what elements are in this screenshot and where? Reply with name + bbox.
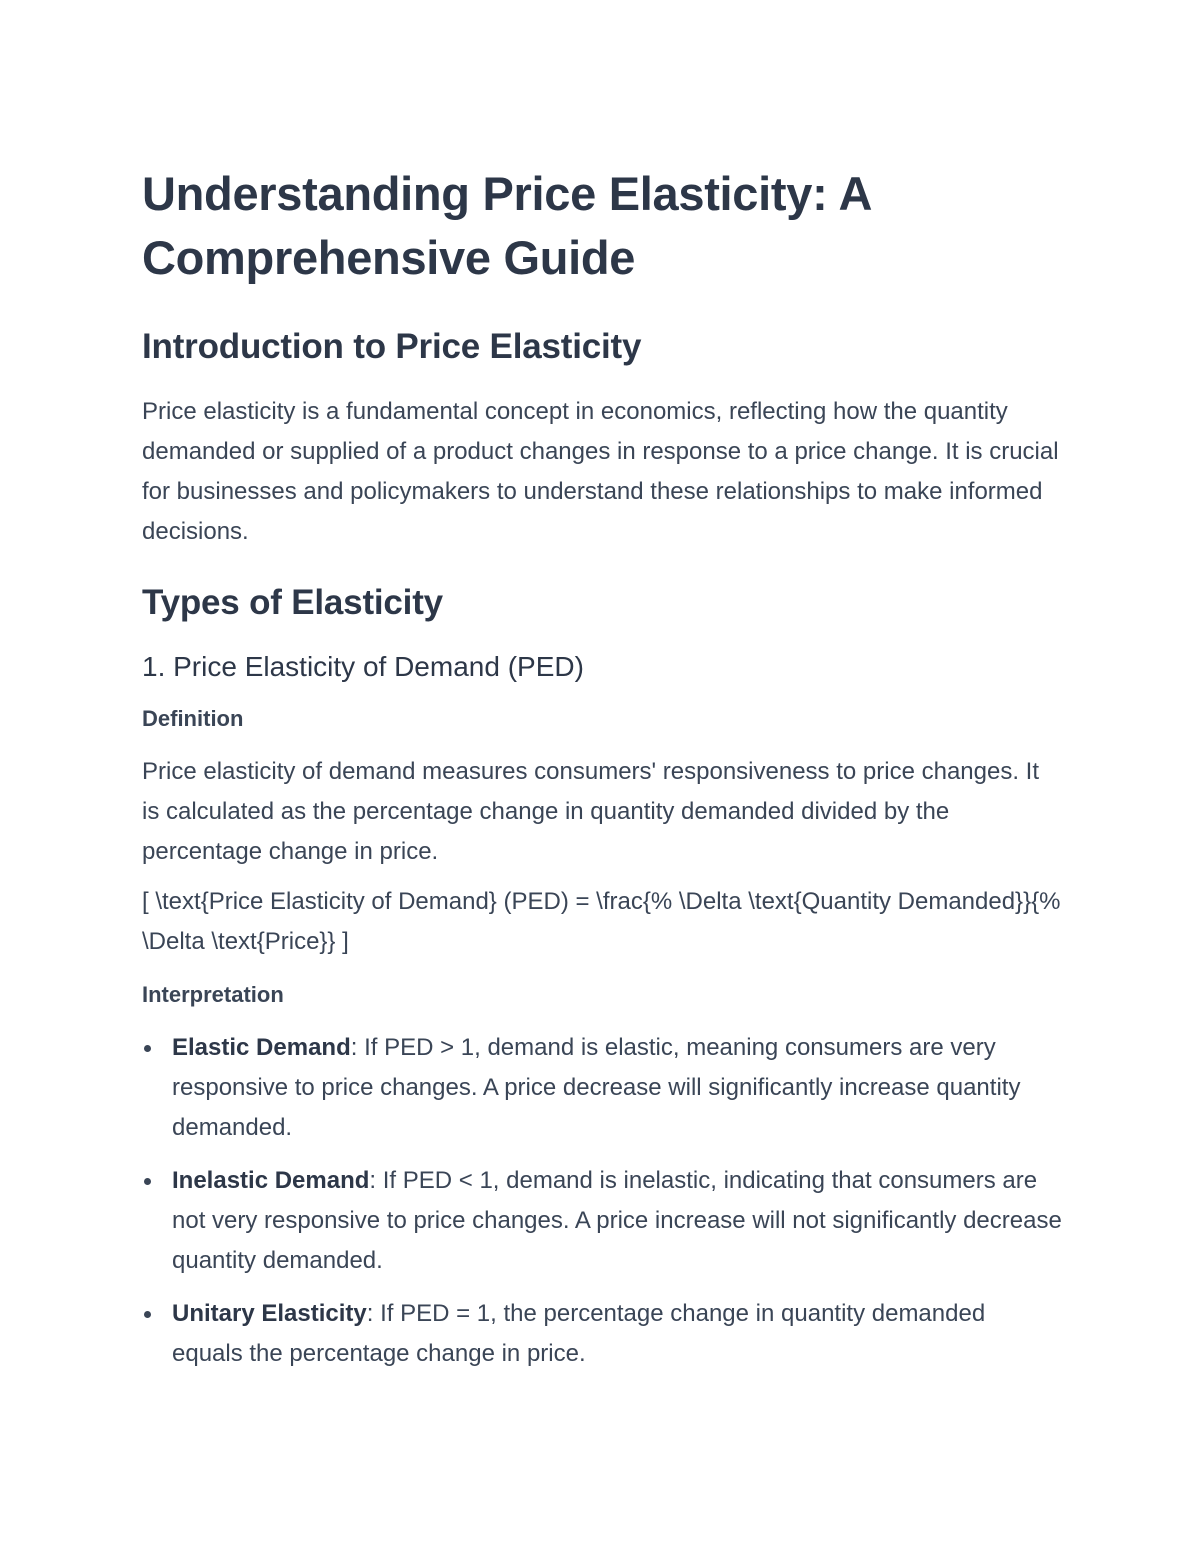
list-item-term: Inelastic Demand [172, 1167, 370, 1194]
intro-heading: Introduction to Price Elasticity [142, 327, 642, 366]
list-item-text: : If PED > 1, demand is elastic, meaning consumers are very responsive to price changes. A price decrease will significantly increase quantity demanded. [172, 1034, 1021, 1141]
ped-formula: [ \text{Price Elasticity of Demand} (PED) = \frac{% \Delta \text{Quantity Demanded}}{% \Delta \text{Price}} ] [142, 888, 1061, 955]
bullet-icon [144, 1045, 151, 1052]
definition-paragraph: Price elasticity of demand measures consumers' responsiveness to price changes. It is calculated as the percentage change in quantity demanded divided by the percentage change in price. [142, 758, 1039, 865]
ped-heading: 1. Price Elasticity of Demand (PED) [142, 651, 584, 682]
bullet-icon [144, 1311, 151, 1318]
page-title: Understanding Price Elasticity: A Comprehensive Guide [142, 167, 871, 284]
list-item-term: Unitary Elasticity [172, 1300, 367, 1327]
document-page [142, 162, 1062, 1387]
bullet-icon [144, 1178, 151, 1185]
list-item-text: : If PED = 1, the percentage change in quantity demanded equals the percentage change in price. [172, 1300, 986, 1367]
interpretation-list [142, 1028, 1062, 1374]
list-item-text: : If PED < 1, demand is inelastic, indicating that consumers are not very responsive to price changes. A price increase will not significantly decrease quantity demanded. [172, 1167, 1062, 1274]
types-heading: Types of Elasticity [142, 583, 443, 622]
list-item [142, 1028, 1062, 1148]
intro-paragraph: Price elasticity is a fundamental concept in economics, reflecting how the quantity demanded or supplied of a product changes in response to a price change. It is crucial for businesses and policymakers to understand these relationships to make informed decisions. [142, 398, 1059, 545]
definition-heading: Definition [142, 706, 244, 731]
interpretation-heading: Interpretation [142, 982, 284, 1007]
list-item [142, 1294, 1062, 1374]
list-item-term: Elastic Demand [172, 1034, 351, 1061]
list-item [142, 1161, 1062, 1281]
